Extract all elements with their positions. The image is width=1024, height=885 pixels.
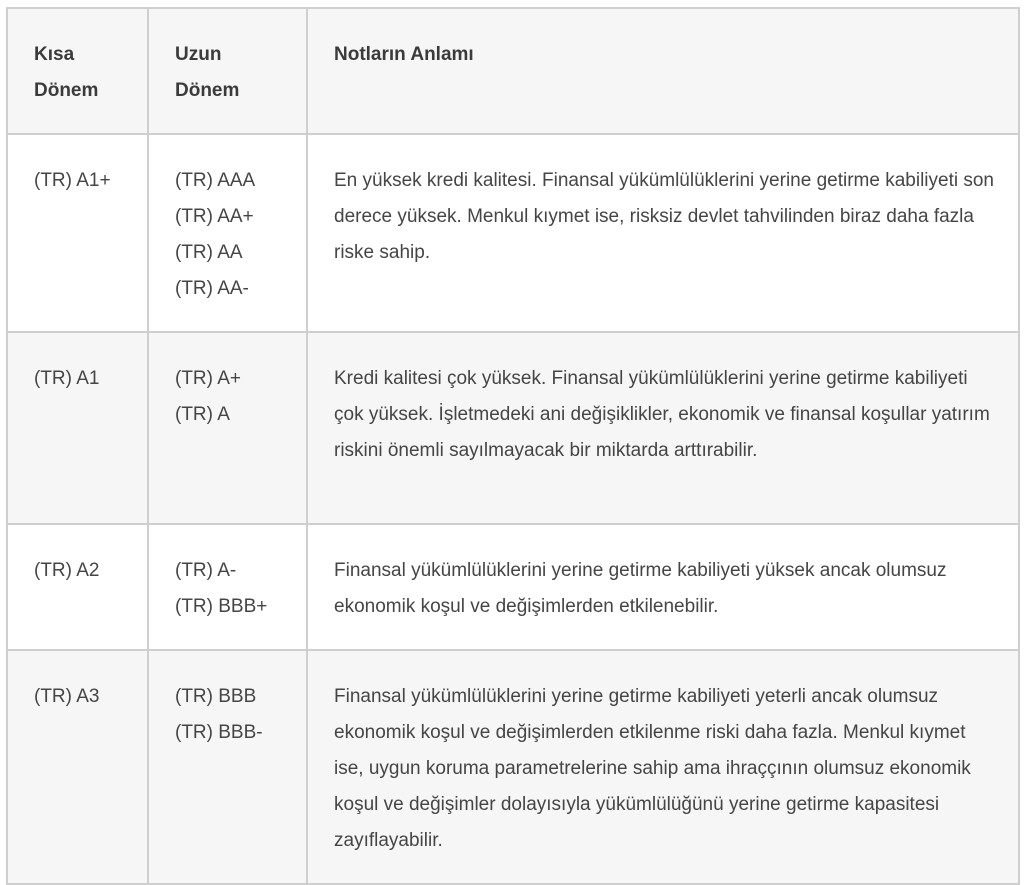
header-short-term [7,8,148,134]
long-term-rating: (TR) AA+ [175,206,254,227]
rating-meaning [307,332,1019,524]
long-term-rating: (TR) BBB+ [175,596,268,617]
long-term-ratings [148,332,307,524]
long-term-ratings [148,524,307,650]
rating-meaning-text: Finansal yükümlülüklerini yerine getirme kabiliyeti yeterli ancak olumsuz ekonomik koşul ve değişimlerden etkilenme riski daha fazla. Menkul kıymet ise, uygun koruma parametrelerine sahip ama ihraççının olumsuz ekonomik koşul ve değişimler dolayısıyla yükümlülüğünü yerine getirme kapasitesi zayıflayabilir. [334,686,971,851]
short-term-rating: (TR) A1+ [7,134,148,332]
table-row [7,134,1019,332]
short-term-rating: (TR) A3 [7,650,148,884]
long-term-rating: (TR) AAA [175,170,256,191]
ratings-table [6,7,1020,885]
rating-meaning [307,650,1019,884]
rating-meaning-text: En yüksek kredi kalitesi. Finansal yükümlülüklerini yerine getirme kabiliyeti son derece yüksek. Menkul kıymet ise, risksiz devlet tahvilinden biraz daha fazla riske sahip. [334,170,994,263]
long-term-rating: (TR) BBB- [175,722,263,743]
header-long-term-line: Uzun [175,44,222,65]
table-row [7,524,1019,650]
rating-meaning-text: Finansal yükümlülüklerini yerine getirme kabiliyeti yüksek ancak olumsuz ekonomik koşul ve değişimlerden etkilenebilir. [334,560,947,617]
long-term-ratings [148,650,307,884]
header-short-term-line: Kısa [34,44,75,65]
long-term-rating: (TR) A+ [175,368,241,389]
rating-meaning-text: Kredi kalitesi çok yüksek. Finansal yükümlülüklerini yerine getirme kabiliyeti çok yüksek. İşletmedeki ani değişiklikler, ekonomik ve finansal koşullar yatırım riskini önemli sayılmayacak bir miktarda arttırabilir. [334,368,990,461]
short-term-rating: (TR) A2 [7,524,148,650]
long-term-rating: (TR) A- [175,560,237,581]
table-header-row [7,8,1019,134]
header-meaning: Notların Anlamı [307,8,1019,134]
rating-meaning [307,524,1019,650]
table-row [7,650,1019,884]
long-term-rating: (TR) A [175,404,230,425]
table-row [7,332,1019,524]
long-term-rating: (TR) AA [175,242,243,263]
long-term-ratings [148,134,307,332]
ratings-table-container [6,7,1018,885]
header-long-term [148,8,307,134]
long-term-rating: (TR) BBB [175,686,257,707]
rating-meaning [307,134,1019,332]
header-short-term-line: Dönem [34,80,99,101]
header-long-term-line: Dönem [175,80,240,101]
long-term-rating: (TR) AA- [175,278,249,299]
short-term-rating: (TR) A1 [7,332,148,524]
